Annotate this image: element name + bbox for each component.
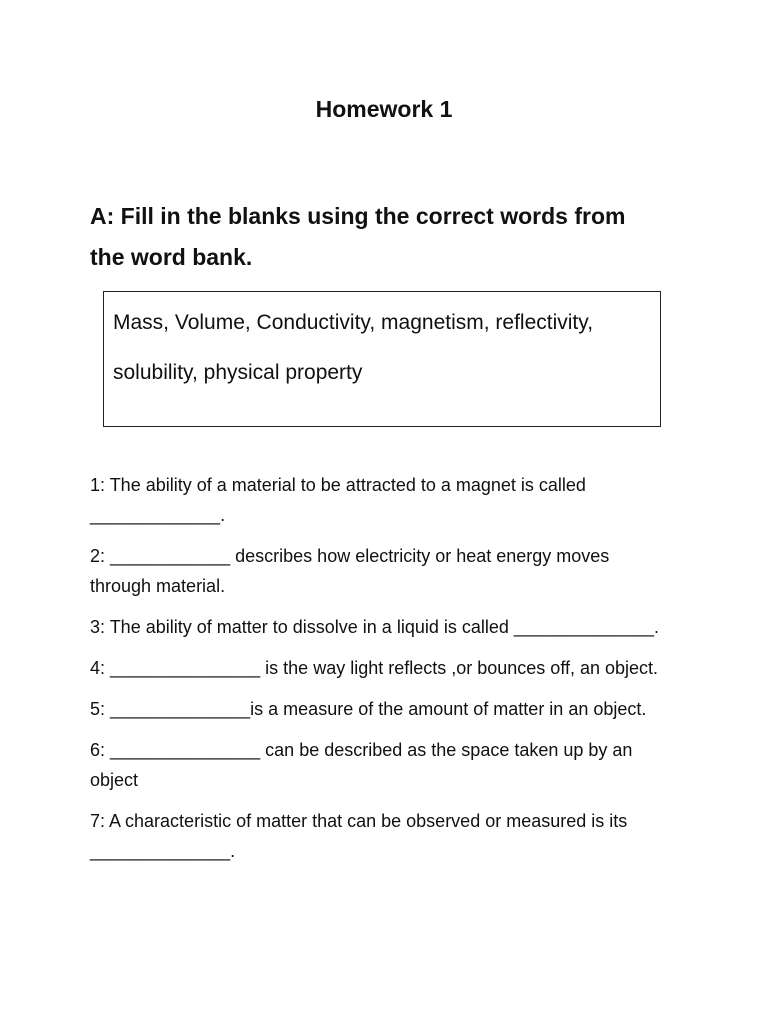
question-6-line-1: 6: _______________ can be described as the space taken up by an	[90, 740, 633, 760]
question-1-line-1: 1: The ability of a material to be attracted to a magnet is called	[90, 475, 586, 495]
question-4	[90, 653, 690, 683]
question-2-line-2: through material.	[90, 576, 226, 596]
section-heading	[90, 196, 670, 278]
question-7-line-2: ______________.	[90, 841, 236, 861]
word-bank-box	[103, 291, 661, 427]
word-bank-line-2: solubility, physical property	[113, 361, 363, 384]
question-4-line-1: 4: _______________ is the way light reflects ,or bounces off, an object.	[90, 658, 659, 678]
question-3-line-1: 3: The ability of matter to dissolve in a liquid is called ______________.	[90, 617, 660, 637]
question-1-line-2: _____________.	[90, 505, 226, 525]
question-1	[90, 470, 690, 530]
question-3	[90, 612, 690, 642]
word-bank-line-1: Mass, Volume, Conductivity, magnetism, reflectivity,	[113, 311, 594, 334]
question-5	[90, 694, 690, 724]
question-5-line-1: 5: ______________is a measure of the amount of matter in an object.	[90, 699, 647, 719]
section-heading-line-2: the word bank.	[90, 244, 253, 270]
question-7-line-1: 7: A characteristic of matter that can be observed or measured is its	[90, 811, 628, 831]
question-2-line-1: 2: ____________ describes how electricity or heat energy moves	[90, 546, 610, 566]
section-heading-line-1: A: Fill in the blanks using the correct words from	[90, 203, 626, 229]
question-6	[90, 735, 690, 795]
question-7	[90, 806, 690, 866]
page-title: Homework 1	[315, 96, 453, 122]
question-list	[90, 470, 690, 877]
question-6-line-2: object	[90, 770, 139, 790]
question-2	[90, 541, 690, 601]
